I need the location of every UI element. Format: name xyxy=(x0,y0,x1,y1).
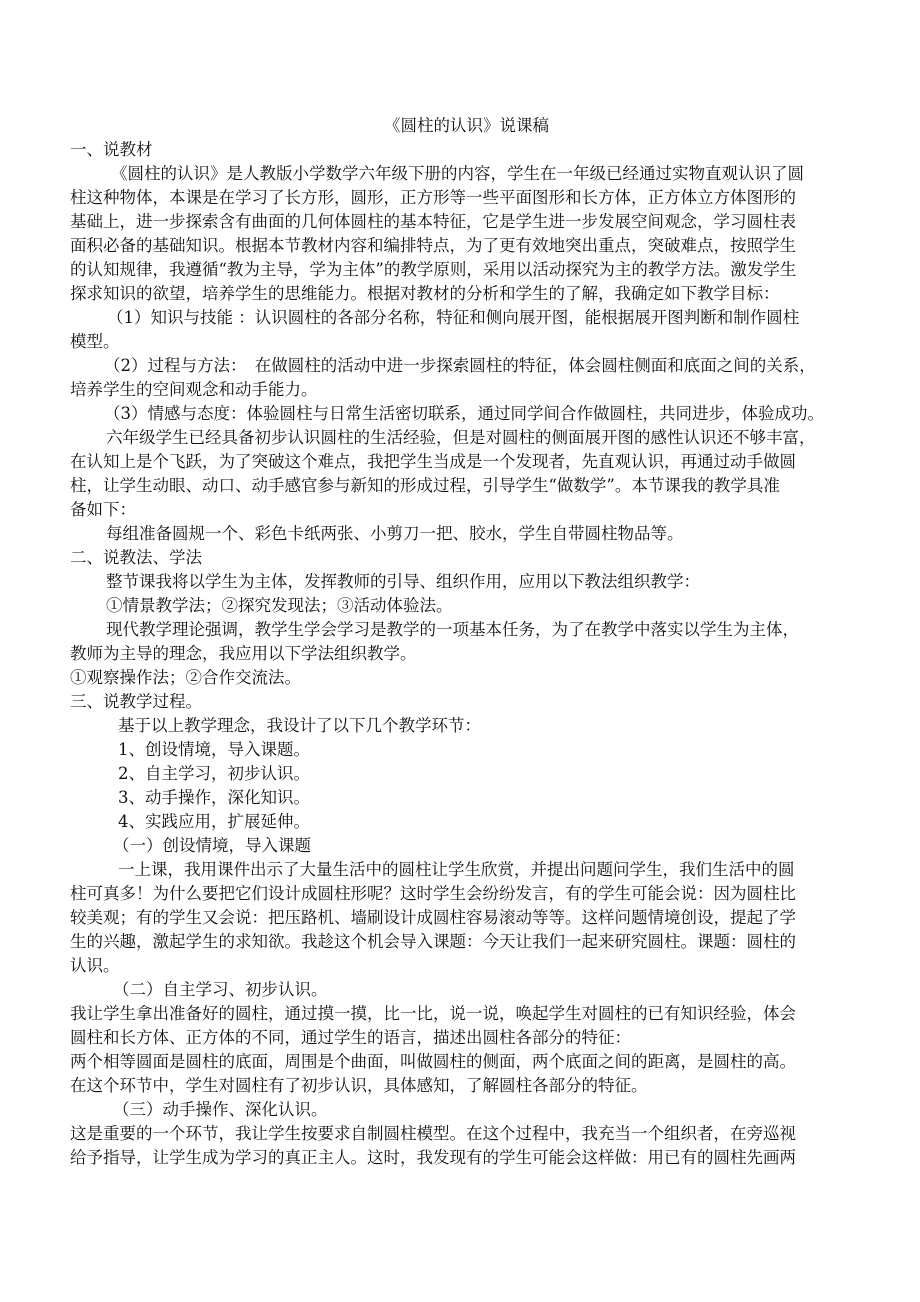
paragraph-line: 备如下： xyxy=(70,500,136,519)
paragraph-line: ①情景教学法；②探究发现法；③活动体验法。 xyxy=(106,596,453,615)
paragraph-line: 在这个环节中，学生对圆柱有了初步认识，具体感知，了解圆柱各部分的特征。 xyxy=(70,1076,648,1095)
paragraph-line: 给予指导，让学生成为学习的真正主人。这时，我发现有的学生可能会这样做：用已有的圆柱先画两 xyxy=(70,1148,796,1167)
heading-methods: 二、说教法、学法 xyxy=(70,548,202,567)
subheading-step-1: （一）创设情境，导入课题 xyxy=(113,836,311,855)
heading-process: 三、说教学过程。 xyxy=(70,692,202,711)
list-item: 2、自主学习，初步认识。 xyxy=(118,764,310,783)
document-title: 《圆柱的认识》说课稿 xyxy=(384,116,549,135)
paragraph-line: 基于以上教学理念，我设计了以下几个教学环节： xyxy=(118,716,481,735)
list-item: 4、实践应用，扩展延伸。 xyxy=(118,812,310,831)
paragraph-line: 一上课，我用课件出示了大量生活中的圆柱让学生欣赏，并提出问题问学生，我们生活中的圆 xyxy=(118,860,795,879)
paragraph-line: 柱这种物体，本课是在学习了长方形，圆形，正方形等一些平面图形和长方体，正方体立方体图形的 xyxy=(70,188,796,207)
subheading-step-3: （三）动手操作、深化认识。 xyxy=(113,1100,328,1119)
paragraph-line: 探求知识的欲望，培养学生的思维能力。根据对教材的分析和学生的了解，我确定如下教学目标： xyxy=(70,284,780,303)
paragraph-line: 较美观；有的学生又会说：把压路机、墙刷设计成圆柱容易滚动等等。这样问题情境创设，提起了学 xyxy=(70,908,796,927)
paragraph-line: 面积必备的基础知识。根据本节教材内容和编排特点，为了更有效地突出重点，突破难点，按照学生 xyxy=(70,236,796,255)
goal-attitude: （3）情感与态度：体验圆柱与日常生活密切联系，通过同学间合作做圆柱，共同进步，体验成功。 xyxy=(104,404,824,423)
goal-knowledge: （1）知识与技能 ：认识圆柱的各部分名称，特征和侧向展开图，能根据展开图判断和制作圆柱 xyxy=(107,308,800,327)
paragraph-line: 六年级学生已经具备初步认识圆柱的生活经验，但是对圆柱的侧面展开图的感性认识还不够丰富， xyxy=(106,428,816,447)
paragraph-line: 两个相等圆面是圆柱的底面，周围是个曲面，叫做圆柱的侧面，两个底面之间的距离，是圆柱的高。 xyxy=(70,1052,796,1071)
paragraph-line: 教师为主导的理念，我应用以下学法组织教学。 xyxy=(70,644,417,663)
paragraph-line: 圆柱和长方体、正方体的不同，通过学生的语言，描述出圆柱各部分的特征： xyxy=(70,1028,631,1047)
paragraph-line: 基础上，进一步探索含有曲面的几何体圆柱的基本特征，它是学生进一步发展空间观念，学习圆柱表 xyxy=(70,212,796,231)
paragraph-line: ①观察操作法；②合作交流法。 xyxy=(70,668,301,687)
paragraph-line: 这是重要的一个环节，我让学生按要求自制圆柱模型。在这个过程中，我充当一个组织者，在旁巡视 xyxy=(70,1124,796,1143)
list-item: 1、创设情境，导入课题。 xyxy=(118,740,310,759)
paragraph-line: 柱，让学生动眼、动口、动手感官参与新知的形成过程，引导学生“做数学”。本节课我的教学具准 xyxy=(70,476,780,495)
paragraph-line: 模型。 xyxy=(70,332,120,351)
paragraph-line: 整节课我将以学生为主体，发挥教师的引导、组织作用，应用以下教法组织教学： xyxy=(106,572,700,591)
list-item: 3、动手操作，深化知识。 xyxy=(118,788,310,807)
paragraph-line: 认识。 xyxy=(70,956,120,975)
paragraph-line: 柱可真多！为什么要把它们设计成圆柱形呢？这时学生会纷纷发言，有的学生可能会说：因为圆柱比 xyxy=(70,884,796,903)
paragraph-line: 我让学生拿出准备好的圆柱，通过摸一摸，比一比，说一说，唤起学生对圆柱的已有知识经验，体会 xyxy=(70,1004,796,1023)
paragraph-line: 《圆柱的认识》是人教版小学数学六年级下册的内容，学生在一年级已经通过实物直观认识了圆 xyxy=(111,164,804,183)
paragraph-line: 每组准备圆规一个、彩色卡纸两张、小剪刀一把、胶水，学生自带圆柱物品等。 xyxy=(106,524,684,543)
paragraph-line: 现代教学理论强调，教学生学会学习是教学的一项基本任务，为了在教学中落实以学生为主体， xyxy=(106,620,799,639)
paragraph-line: 在认知上是个飞跃，为了突破这个难点，我把学生当成是一个发现者，先直观认识，再通过动手做圆 xyxy=(70,452,796,471)
subheading-step-2: （二）自主学习、初步认识。 xyxy=(113,980,328,999)
paragraph-line: 生的兴趣，激起学生的求知欲。我趁这个机会导入课题：今天让我们一起来研究圆柱。课题：圆柱的 xyxy=(70,932,796,951)
paragraph-line: 的认知规律，我遵循“教为主导，学为主体”的教学原则，采用以活动探究为主的教学方法。激发学生 xyxy=(70,260,797,279)
goal-process: （2）过程与方法： 在做圆柱的活动中进一步探索圆柱的特征，体会圆柱侧面和底面之间的关系， xyxy=(104,356,816,375)
paragraph-line: 培养学生的空间观念和动手能力。 xyxy=(70,380,318,399)
heading-teaching-material: 一、说教材 xyxy=(70,140,153,159)
